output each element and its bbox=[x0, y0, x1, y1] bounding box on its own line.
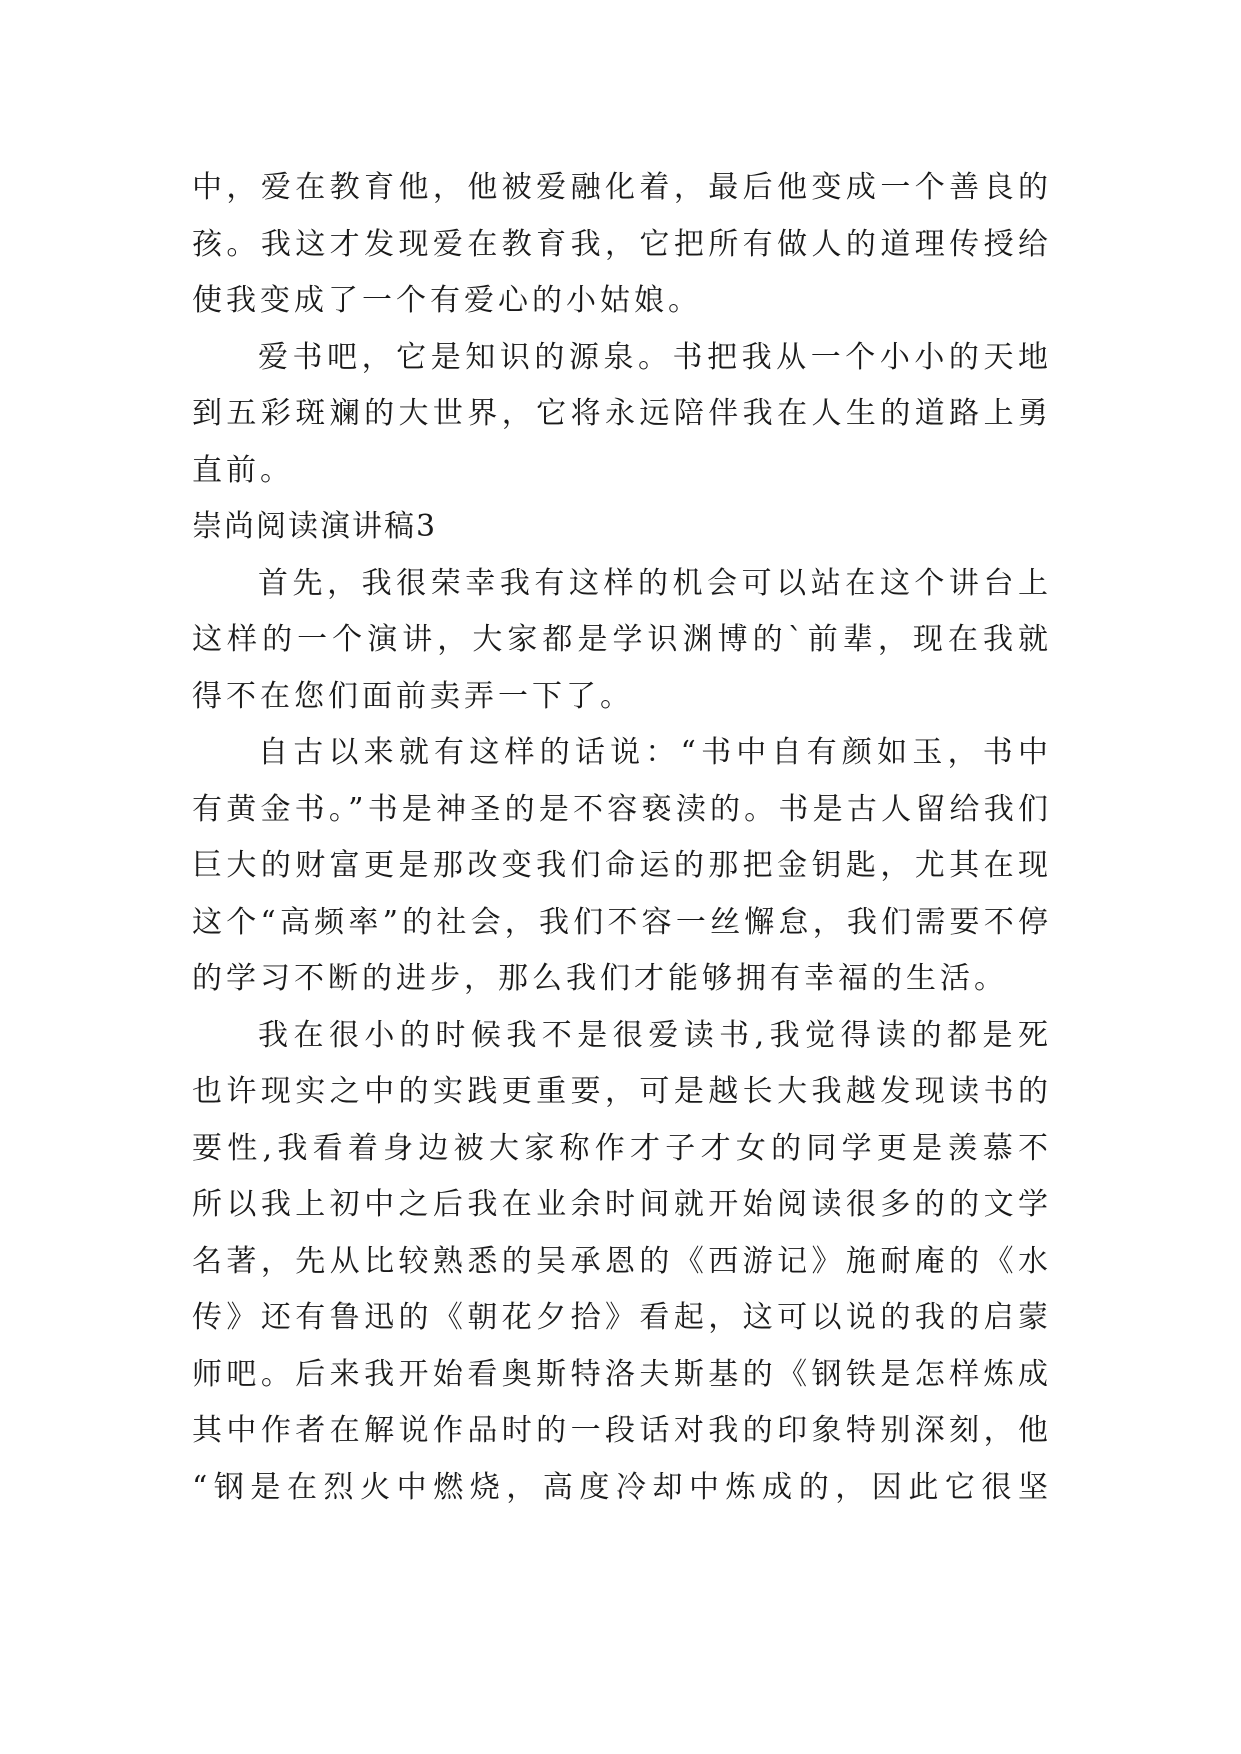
text-line: 这个“高频率”的社会，我们不容一丝懈怠，我们需要不停 bbox=[192, 904, 1052, 940]
text-line: 直前。 bbox=[192, 452, 294, 488]
paragraph-first-line: 爱书吧，它是知识的源泉。书把我从一个小小的天地 bbox=[258, 339, 1052, 375]
text-line: 使我变成了一个有爱心的小姑娘。 bbox=[192, 283, 702, 318]
text-line: 有黄金书。”书是神圣的是不容亵渎的。书是古人留给我们 bbox=[192, 791, 1052, 827]
paragraph-first-line: 自古以来就有这样的话说：“书中自有颜如玉，书中 bbox=[258, 735, 1052, 770]
text-line: 这样的一个演讲，大家都是学识渊博的`前辈，现在我就 bbox=[192, 622, 1052, 657]
text-line: 传》还有鲁迅的《朝花夕拾》看起，这可以说的我的启蒙 bbox=[192, 1300, 1052, 1335]
text-line: 到五彩斑斓的大世界，它将永远陪伴我在人生的道路上勇 bbox=[192, 396, 1052, 431]
text-line: 中，爱在教育他，他被爱融化着，最后他变成一个善良的 bbox=[192, 170, 1052, 205]
document-body bbox=[192, 160, 1052, 1516]
text-line: 也许现实之中的实践更重要，可是越长大我越发现读书的 bbox=[192, 1074, 1052, 1109]
paragraph-first-line: 我在很小的时候我不是很爱读书,我觉得读的都是死 bbox=[258, 1017, 1052, 1053]
text-line: 所以我上初中之后我在业余时间就开始阅读很多的的文学 bbox=[192, 1187, 1052, 1222]
text-line: 要性,我看着身边被大家称作才子才女的同学更是羡慕不 bbox=[192, 1130, 1052, 1166]
text-line: 孩。我这才发现爱在教育我，它把所有做人的道理传授给 bbox=[192, 226, 1052, 262]
text-line: 师吧。后来我开始看奥斯特洛夫斯基的《钢铁是怎样炼成 bbox=[192, 1356, 1052, 1392]
text-line: 其中作者在解说作品时的一段话对我的印象特别深刻，他 bbox=[192, 1413, 1052, 1448]
section-heading: 崇尚阅读演讲稿3 bbox=[192, 509, 438, 544]
text-line: 得不在您们面前卖弄一下了。 bbox=[192, 678, 634, 714]
text-line: 名著，先从比较熟悉的吴承恩的《西游记》施耐庵的《水 bbox=[192, 1243, 1052, 1279]
text-line: 巨大的财富更是那改变我们命运的那把金钥匙，尤其在现 bbox=[192, 848, 1052, 883]
text-line: “钢是在烈火中燃烧，高度冷却中炼成的，因此它很坚 bbox=[192, 1469, 1052, 1505]
text-line: 的学习不断的进步，那么我们才能够拥有幸福的生活。 bbox=[192, 961, 1008, 996]
paragraph-first-line: 首先，我很荣幸我有这样的机会可以站在这个讲台上 bbox=[258, 565, 1052, 601]
